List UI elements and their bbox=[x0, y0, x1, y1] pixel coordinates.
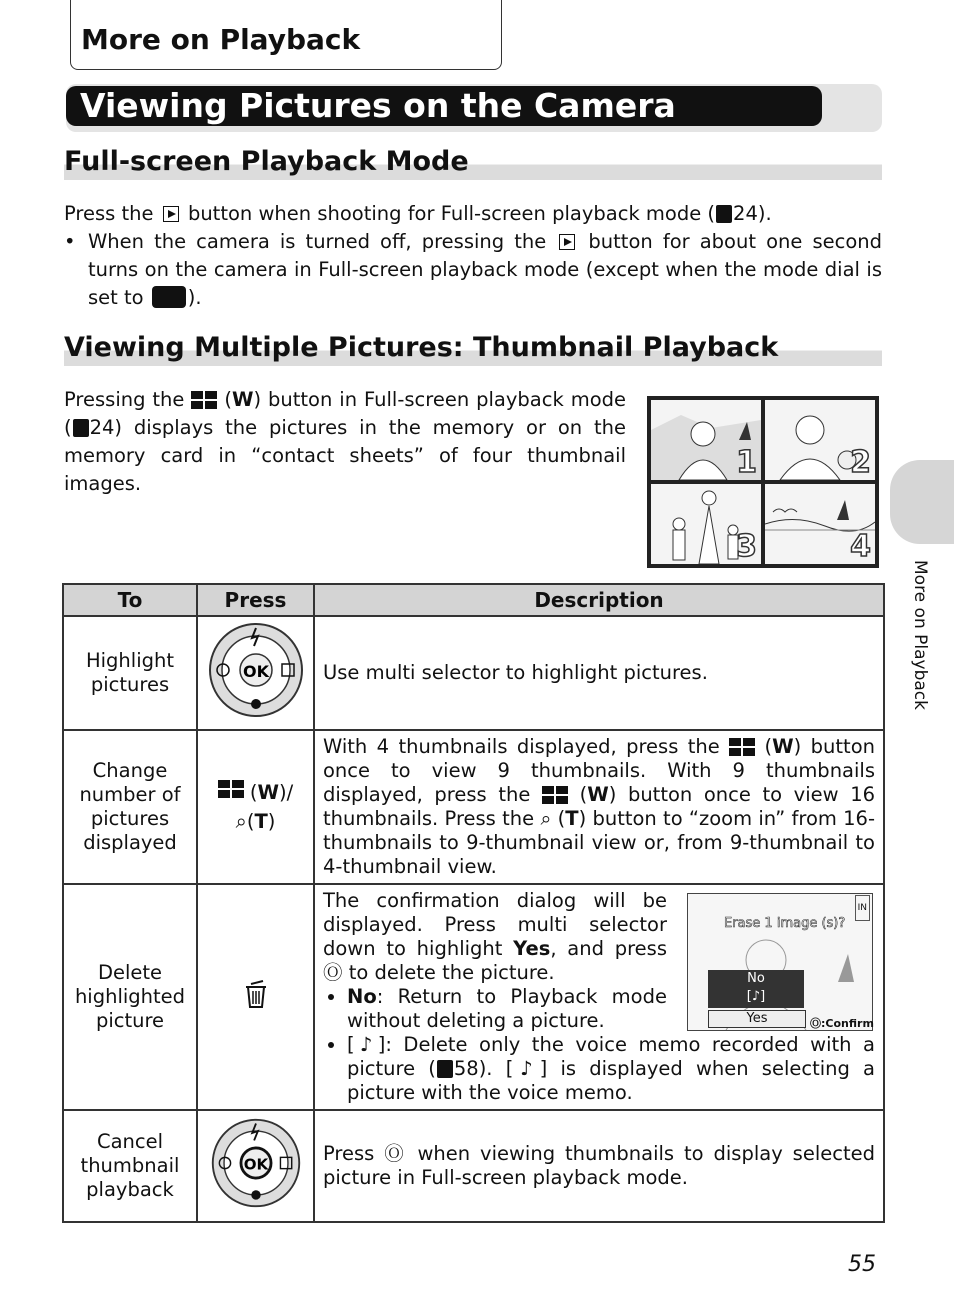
row-desc: Use multi selector to highlight pictures. bbox=[314, 616, 884, 730]
reference-icon bbox=[437, 1060, 453, 1078]
section-title: More on Playback bbox=[81, 23, 361, 56]
intro-text-2: button when shooting for Full-screen playback mode ( bbox=[187, 202, 716, 225]
voice-memo-icon: [♪] bbox=[347, 1033, 386, 1056]
dialog-confirm-hint: Ⓞ:Confirm bbox=[810, 1017, 874, 1030]
row-press: (W)/ ⌕(T) bbox=[197, 730, 314, 884]
thumb-text-a: Pressing the bbox=[64, 388, 185, 411]
t-label: T bbox=[565, 807, 579, 830]
thumb-number: 1 bbox=[736, 445, 757, 480]
list-item bbox=[347, 985, 667, 1033]
voice-memo-icon[interactable]: [♪] bbox=[746, 989, 766, 1004]
thumb-number: 2 bbox=[850, 445, 871, 480]
table-row bbox=[63, 884, 884, 1110]
w-label: W bbox=[231, 388, 254, 411]
fullscreen-intro bbox=[64, 200, 884, 228]
thumb-number: 4 bbox=[850, 529, 871, 564]
desc-text: button to “zoom in” from 16-thumbnails to 9-thumbnail view or, from 9-thumbnail to 4-thumbnail view. bbox=[323, 807, 875, 878]
table-row bbox=[63, 730, 884, 884]
thumb-number: 3 bbox=[736, 529, 757, 564]
desc-text: Press bbox=[323, 1142, 375, 1165]
row-to: Highlight pictures bbox=[63, 616, 197, 730]
desc-ref: 58). bbox=[453, 1057, 493, 1080]
row-desc bbox=[314, 1110, 884, 1222]
svg-text:OK: OK bbox=[242, 662, 269, 681]
thumbnail-grid-icon bbox=[542, 786, 568, 804]
row-to: Change number of pictures displayed bbox=[63, 730, 197, 884]
yes-label: Yes bbox=[513, 937, 551, 960]
bullet-text-a: When the camera is turned off, pressing the bbox=[88, 230, 547, 253]
row-to: Delete highlighted picture bbox=[63, 884, 197, 1110]
delete-bullets-2 bbox=[323, 1033, 875, 1105]
header-description: Description bbox=[314, 584, 884, 616]
chapter-tab bbox=[890, 460, 954, 544]
thumbnail-heading: Viewing Multiple Pictures: Thumbnail Playback bbox=[64, 332, 882, 366]
desc-text: button once to view 16 thumbnails. Press the bbox=[323, 783, 876, 830]
desc-text: The confirmation dialog will be displayed. Press multi selector down to highlight bbox=[323, 889, 667, 960]
w-label: W bbox=[257, 781, 279, 804]
desc-text: button once to view 9 thumbnails. With 9 thumbnails displayed, press the bbox=[323, 735, 875, 806]
thumbnail-4 bbox=[765, 484, 875, 564]
side-label-text: More on Playback bbox=[910, 560, 930, 710]
thumb-text-b: button in Full-screen playback mode ( bbox=[64, 388, 627, 439]
desc-text: to delete the picture. bbox=[348, 961, 555, 984]
desc-text: , and press bbox=[550, 937, 667, 960]
fullscreen-heading: Full-screen Playback Mode bbox=[64, 146, 882, 180]
memory-icon: IN bbox=[855, 895, 870, 921]
bullet-text-c: ). bbox=[187, 286, 202, 309]
row-press bbox=[197, 616, 314, 730]
controls-table bbox=[62, 583, 885, 1223]
bullet-text-b: button for about one second turns on the camera in Full-screen playback mode (except when the mode dial is set to bbox=[88, 230, 882, 309]
thumbnail-1 bbox=[651, 400, 761, 480]
playback-button-icon bbox=[559, 234, 575, 250]
thumbnail-3 bbox=[651, 484, 761, 564]
thumb-text-ref: 24) displays the pictures in the memory or on the memory card in “contact sheets” of four thumbnail images. bbox=[64, 416, 626, 495]
thumbnail-preview bbox=[647, 396, 879, 568]
header-to: To bbox=[63, 584, 197, 616]
intro-ref: 24). bbox=[733, 202, 772, 225]
desc-text: when viewing thumbnails to display selected picture in Full-screen playback mode. bbox=[323, 1142, 875, 1189]
desc-text: is displayed when selecting a picture with the voice memo. bbox=[347, 1057, 875, 1104]
desc-text: : Return to Playback mode without deleting a picture. bbox=[347, 985, 667, 1032]
desc-text: With 4 thumbnails displayed, press the bbox=[323, 735, 720, 758]
fullscreen-bullet: • When the camera is turned off, pressing the button for about one second turns on the camera in Full-screen playback mode (except when the mode dial is set to ). bbox=[64, 230, 882, 309]
thumbnail-paragraph: Pressing the (W) button in Full-screen playback mode ( 24) displays the pictures in the memory or on the memory card in “contact sheets” of four thumbnail images. bbox=[64, 388, 627, 495]
reference-icon bbox=[73, 419, 89, 437]
no-label: No bbox=[347, 985, 377, 1008]
dialog-menu bbox=[708, 970, 804, 1008]
dialog-title: Erase 1 image (s)? bbox=[724, 916, 846, 931]
ok-icon: Ⓞ bbox=[323, 961, 343, 984]
playback-button-icon bbox=[163, 206, 179, 222]
table-row bbox=[63, 1110, 884, 1222]
thumbnail-grid-icon bbox=[218, 780, 250, 802]
erase-dialog-screenshot bbox=[687, 893, 873, 1031]
delete-bullets bbox=[323, 985, 667, 1033]
dialog-option-yes[interactable]: Yes bbox=[708, 1010, 806, 1028]
setup-mode-icon bbox=[152, 286, 186, 308]
thumbnail-2 bbox=[765, 400, 875, 480]
row-to: Cancel thumbnail playback bbox=[63, 1110, 197, 1222]
ok-icon: Ⓞ bbox=[384, 1142, 408, 1165]
zoom-icon: ⌕ bbox=[540, 807, 552, 830]
w-label: W bbox=[772, 735, 794, 758]
table-row bbox=[63, 616, 884, 730]
row-press bbox=[197, 884, 314, 1110]
row-desc bbox=[314, 884, 884, 1110]
reference-icon bbox=[716, 205, 732, 223]
trash-icon bbox=[243, 979, 269, 1009]
list-item bbox=[347, 1033, 875, 1105]
desc-text: : Delete only the voice memo recorded with a picture ( bbox=[347, 1033, 875, 1080]
thumbnail-grid-icon bbox=[729, 738, 755, 756]
thumbnail-grid-icon bbox=[191, 391, 217, 409]
multi-selector-icon bbox=[206, 620, 306, 720]
section-header bbox=[70, 0, 502, 70]
zoom-icon: ⌕ bbox=[235, 809, 247, 833]
row-desc: With 4 thumbnails displayed, press the (W) button once to view 9 thumbnails. With 9 thumbnails displayed, press the (W) button once to view 16 thumbnails. Press the ⌕ (T) button to “zoom in” from 16-thumbnails to 9-thumbnail view or, from 9-thumbnail to 4-thumbnail view. bbox=[314, 730, 884, 884]
dialog-option-no[interactable]: No bbox=[747, 971, 765, 986]
t-label: T bbox=[254, 810, 268, 833]
svg-text:OK: OK bbox=[243, 1155, 268, 1174]
table-header-row bbox=[63, 584, 884, 616]
page-title: Viewing Pictures on the Camera bbox=[66, 86, 822, 126]
row-press bbox=[197, 1110, 314, 1222]
w-label: W bbox=[587, 783, 609, 806]
confirm-text: Confirm bbox=[825, 1017, 874, 1030]
multi-selector-icon bbox=[209, 1116, 303, 1210]
intro-text: Press the bbox=[64, 202, 154, 225]
page-number: 55 bbox=[848, 1252, 876, 1277]
ok-icon: Ⓞ bbox=[810, 1017, 821, 1030]
voice-memo-icon: [♪] bbox=[505, 1057, 548, 1080]
header-press: Press bbox=[197, 584, 314, 616]
